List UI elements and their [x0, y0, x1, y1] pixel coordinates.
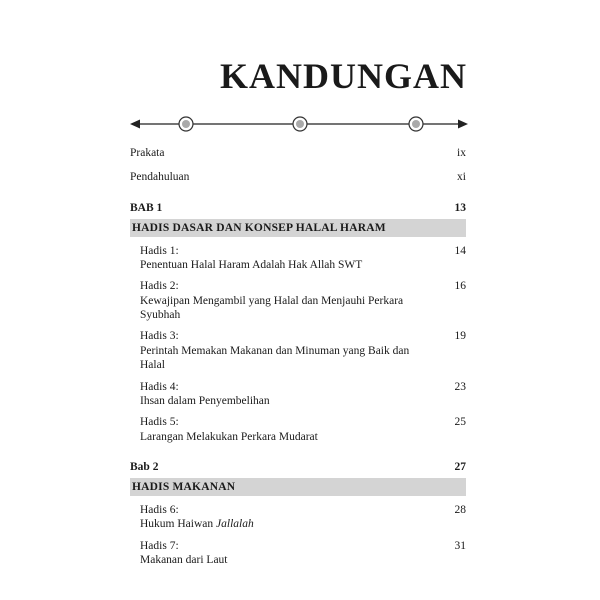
- toc-entry[interactable]: [130, 503, 466, 532]
- toc-page-number: 14: [454, 244, 466, 257]
- toc-page-number: ix: [457, 147, 466, 159]
- circle-ornament-icon: [293, 117, 307, 131]
- toc-page-number: 16: [454, 280, 466, 293]
- hadith-title: Perintah Memakan Makanan dan Minuman yang Baik dan Halal: [140, 344, 410, 372]
- toc-page-number: 23: [454, 380, 466, 393]
- toc-entry[interactable]: [130, 415, 466, 444]
- toc-front-pendahuluan[interactable]: [130, 170, 466, 184]
- hadith-number: Hadis 6:: [140, 503, 179, 516]
- hadith-title: Larangan Melakukan Perkara Mudarat: [140, 430, 318, 443]
- toc-page-number: xi: [457, 171, 466, 184]
- toc-page-number: 19: [454, 330, 466, 343]
- hadith-title: Penentuan Halal Haram Adalah Hak Allah SWT: [140, 258, 363, 271]
- chapter-1-row[interactable]: [130, 201, 466, 215]
- toc-entry[interactable]: [130, 279, 466, 322]
- hadith-number: Hadis 4:: [140, 380, 179, 393]
- hadith-title-text: Hukum Haiwan: [140, 518, 217, 531]
- page-title: KANDUNGAN: [220, 56, 467, 96]
- hadith-title: Kewajipan Mengambil yang Halal dan Menjauhi Perkara Syubhah: [140, 294, 404, 321]
- toc-page-number: 31: [454, 539, 466, 552]
- chapter-heading: HADIS MAKANAN: [130, 478, 466, 495]
- hadith-number: Hadis 5:: [140, 416, 179, 429]
- circle-ornament-icon: [409, 117, 423, 131]
- hadith-number: Hadis 2:: [140, 280, 179, 293]
- hadith-number: Hadis 3:: [140, 330, 179, 343]
- hadith-title: Ihsan dalam Penyembelihan: [140, 394, 270, 407]
- hadith-number: Hadis 7:: [140, 539, 179, 552]
- decorative-divider: [130, 114, 468, 134]
- hadith-number: Hadis 1:: [140, 244, 179, 257]
- hadith-title: [140, 518, 254, 530]
- toc-label: Pendahuluan: [130, 171, 190, 184]
- arrow-left-icon: [130, 120, 140, 129]
- table-of-contents: [130, 146, 466, 567]
- toc-entry[interactable]: [130, 380, 466, 409]
- hadith-title: Makanan dari Laut: [140, 553, 228, 566]
- toc-page-number: 28: [454, 503, 466, 516]
- toc-label: Prakata: [130, 147, 165, 159]
- arrow-right-icon: [458, 120, 468, 129]
- toc-page-number: 25: [454, 416, 466, 429]
- chapter-label: Bab 2: [130, 461, 159, 473]
- toc-page-number: 27: [454, 461, 466, 473]
- toc-front-prakata[interactable]: [130, 146, 466, 160]
- chapter-2-row[interactable]: [130, 460, 466, 474]
- toc-page-number: 13: [454, 201, 466, 214]
- chapter-heading: HADIS DASAR DAN KONSEP HALAL HARAM: [130, 219, 466, 236]
- chapter-label: BAB 1: [130, 201, 163, 214]
- toc-entry[interactable]: [130, 539, 466, 568]
- hadith-title-italic: Jallalah: [216, 518, 254, 531]
- circle-ornament-icon: [179, 117, 193, 131]
- toc-entry[interactable]: [130, 329, 466, 372]
- toc-entry[interactable]: [130, 244, 466, 273]
